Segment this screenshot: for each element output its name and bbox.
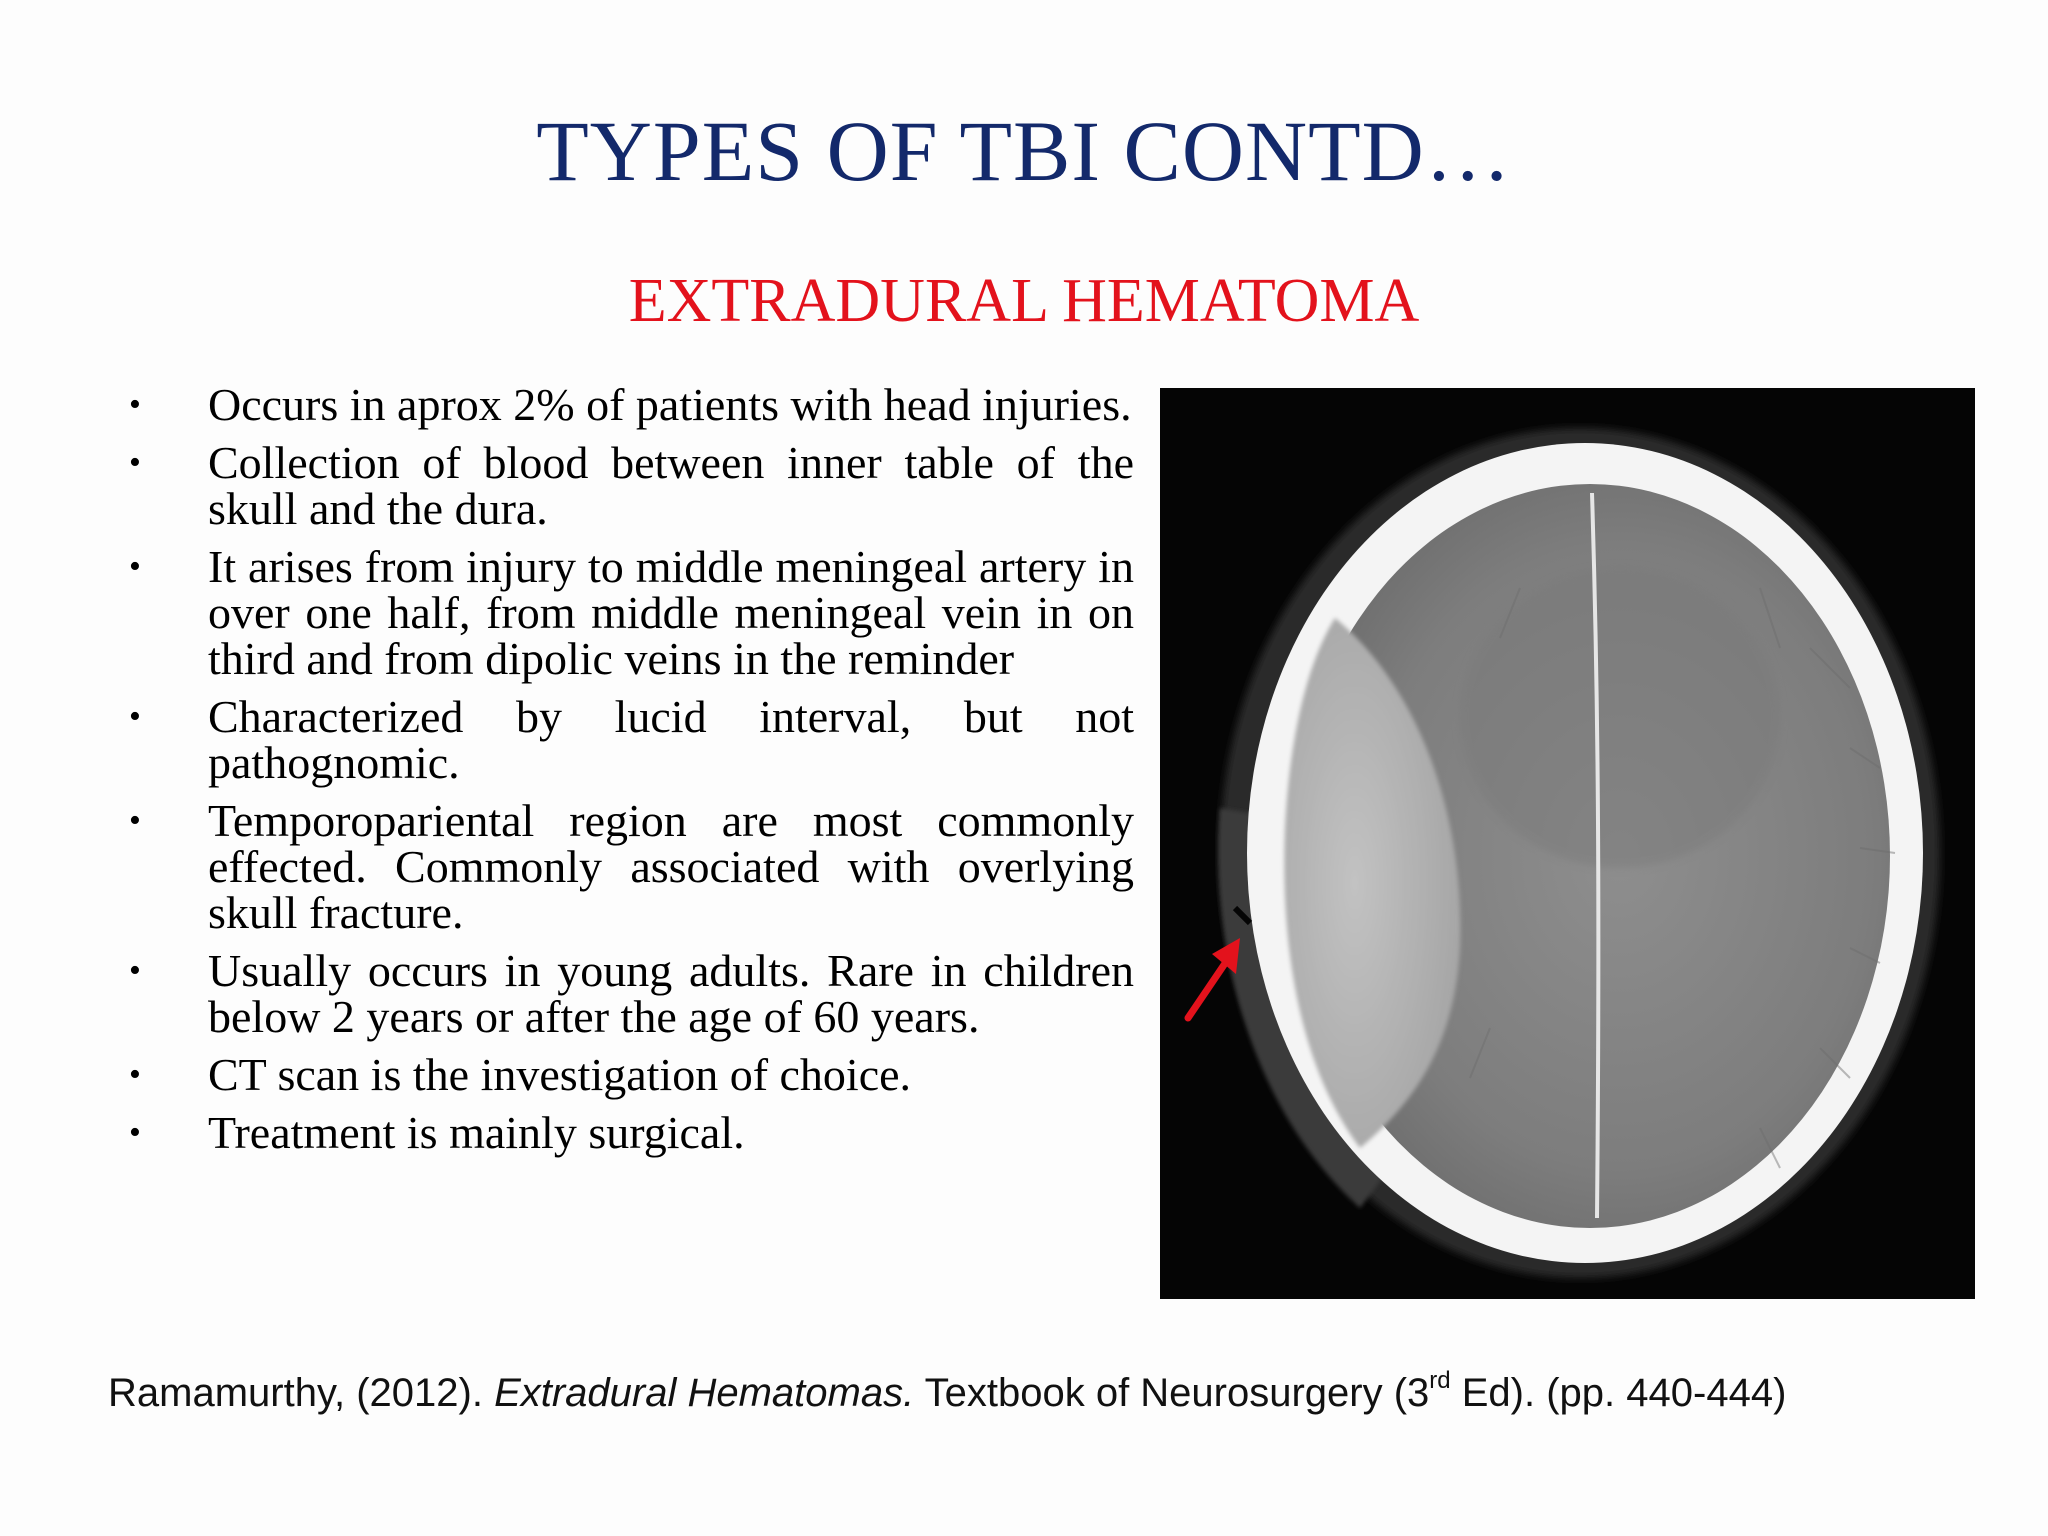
bullet-item <box>120 691 1134 788</box>
bullet-text: CT scan is the investigation of choice. <box>208 1049 912 1100</box>
bullet-dot: • <box>129 698 141 735</box>
bullet-text: Usually occurs in young adults. Rare in children below 2 years or after the age of 60 years. <box>208 945 1134 1042</box>
bullet-item <box>120 945 1134 1042</box>
bullet-text: Characterized by lucid interval, but not pathognomic. <box>208 691 1134 788</box>
bullet-dot: • <box>129 548 141 585</box>
slide-subtitle: EXTRADURAL HEMATOMA <box>628 267 1420 335</box>
bullet-text: It arises from injury to middle meningeal artery in over one half, from middle meningeal vein in on third and from dipolic veins in the reminder <box>208 541 1134 684</box>
bullet-dot: • <box>129 802 141 839</box>
bullet-text: Occurs in aprox 2% of patients with head injuries. <box>208 379 1132 430</box>
bullet-item <box>120 379 1134 430</box>
bullet-item <box>120 795 1134 938</box>
red-arrow-icon <box>1188 938 1240 1018</box>
citation-superscript: rd <box>1429 1367 1451 1394</box>
ct-scan-illustration <box>1160 388 1975 1299</box>
bullet-text: Treatment is mainly surgical. <box>208 1107 745 1158</box>
citation-tail: Ed). (pp. 440-444) <box>1450 1371 1787 1415</box>
bullet-dot: • <box>129 1114 141 1151</box>
citation <box>108 1367 1786 1416</box>
bullet-item <box>120 437 1134 534</box>
bullet-item <box>120 1107 1134 1158</box>
bullet-dot: • <box>129 952 141 989</box>
bullet-dot: • <box>129 444 141 481</box>
bullet-text: Collection of blood between inner table of the skull and the dura. <box>208 437 1134 534</box>
bullet-dot: • <box>129 386 141 423</box>
bullet-text: Temporopariental region are most commonly effected. Commonly associated with overlying skull fracture. <box>208 795 1134 938</box>
bullet-item <box>120 541 1134 684</box>
brain-shading <box>1460 568 1780 868</box>
slide-title: TYPES OF TBI CONTD… <box>536 103 1512 199</box>
citation-author-year: Ramamurthy, (2012). <box>108 1371 495 1415</box>
citation-title: Extradural Hematomas. <box>494 1371 915 1415</box>
bullet-dot: • <box>129 1056 141 1093</box>
citation-book: Textbook of Neurosurgery (3 <box>914 1371 1430 1415</box>
bullet-list <box>120 379 1134 1168</box>
bullet-item <box>120 1049 1134 1100</box>
ct-scan-image <box>1160 388 1975 1299</box>
